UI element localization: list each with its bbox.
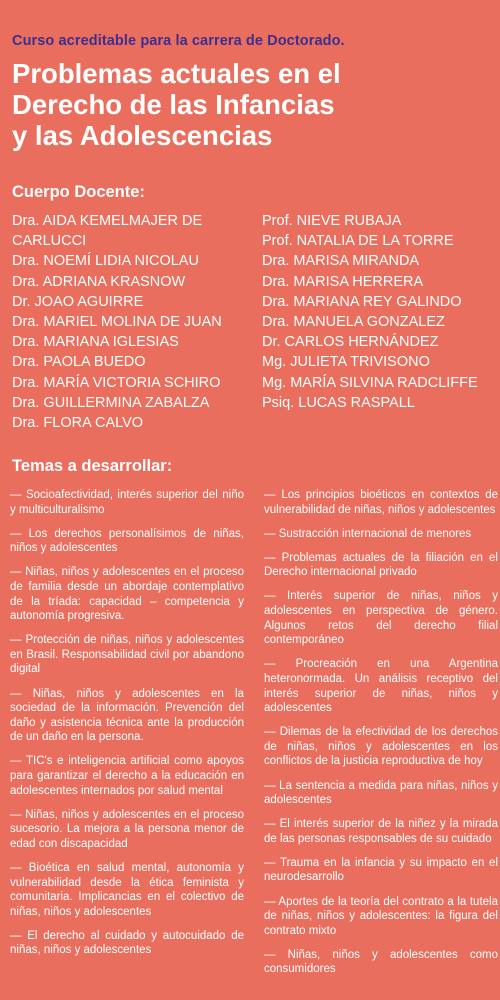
topics-heading: Temas a desarrollar:	[12, 457, 173, 475]
faculty-member: Dr. JOAO AGUIRRE	[12, 293, 144, 310]
faculty-member: Mg. JULIETA TRIVISONO	[262, 354, 430, 371]
topic-item: — El derecho al cuidado y autocuidado de niñas, niños y adolescentes	[10, 929, 244, 957]
faculty-list-right	[262, 211, 497, 413]
topic-item: — Problemas actuales de la filiación en el Derecho internacional privado	[264, 551, 498, 579]
faculty-member: Dra. MARISA MIRANDA	[262, 253, 420, 270]
topic-item: — Bioética en salud mental, autonomía y vulnerabilidad desde la ética feminista y comunitaria. Implicancias en el colectivo de niñas, niños y adolescentes	[10, 861, 244, 918]
topic-item: — Socioafectividad, interés superior del niño y multiculturalismo	[10, 489, 244, 516]
course-title	[12, 58, 482, 151]
faculty-member: Dra. MANUELA GONZALEZ	[262, 314, 445, 331]
topic-item: — El interés superior de la niñez y la mirada de las personas responsables de su cuidado	[264, 818, 498, 845]
topic-item: — Sustracción internacional de menores	[264, 527, 472, 540]
faculty-member: Dra. FLORA CALVO	[12, 415, 144, 432]
topic-item: — Los principios bioéticos en contextos de vulnerabilidad de niñas, niños y adolescentes	[264, 489, 498, 516]
topic-item: — Procreación en una Argentina heteronormada. Un análisis receptivo del interés superior de niñas, niños y adolescentes	[264, 658, 498, 715]
topic-item: — Interés superior de niñas, niños y adolescentes en perspectiva de género. Algunos retos del derecho filial contemporáneo	[264, 590, 498, 647]
topic-item: — Niñas, niños y adolescentes como consumidores	[264, 948, 498, 976]
topic-item: — Protección de niñas, niños y adolescentes en Brasil. Responsabilidad civil por abandono digital	[10, 634, 244, 676]
faculty-list-left	[12, 211, 247, 433]
faculty-member: Dra. PAOLA BUEDO	[12, 354, 146, 371]
faculty-member: Dra. ADRIANA KRASNOW	[12, 273, 186, 290]
faculty-member: Prof. NATALIA DE LA TORRE	[262, 233, 454, 250]
topic-item: — Aportes de la teoría del contrato a la tutela de niñas, niños y adolescentes: la figura del contrato mixto	[264, 895, 498, 937]
topic-item: — Los derechos personalísimos de niñas, niños y adolescentes	[10, 527, 244, 555]
faculty-member: Dra. MARIANA IGLESIAS	[12, 334, 179, 351]
topic-item: — Trauma en la infancia y su impacto en el neurodesarrollo	[264, 856, 498, 884]
topics-list-left	[10, 488, 244, 968]
faculty-member: Dr. CARLOS HERNÁNDEZ	[262, 334, 439, 351]
faculty-member: Dra. MARÍA VICTORIA SCHIRO	[12, 374, 221, 391]
topic-item: — La sentencia a medida para niñas, niños y adolescentes	[264, 779, 498, 807]
title-line: y las Adolescencias	[12, 120, 273, 151]
faculty-member: Psiq. LUCAS RASPALL	[262, 394, 415, 411]
course-kicker: Curso acreditable para la carrera de Doctorado.	[12, 33, 345, 49]
topic-item: — Niñas, niños y adolescentes en el proceso de familia desde un abordaje contemplativo de la tríada: capacidad – competencia y autonomía progresiva.	[10, 566, 244, 623]
topic-item: — Niñas, niños y adolescentes en el proceso sucesorio. La mejora a la persona menor de edad con discapacidad	[10, 808, 244, 850]
faculty-member: Dra. GUILLERMINA ZABALZA	[12, 394, 210, 411]
faculty-member: Mg. MARÍA SILVINA RADCLIFFE	[262, 374, 478, 391]
topic-item: — Dilemas de la efectividad de los derechos de niñas, niños y adolescentes en los conflictos de la justicia reproductiva de hoy	[264, 726, 498, 768]
faculty-member: Dra. MARIANA REY GALINDO	[262, 293, 462, 310]
topic-item: — TIC's e inteligencia artificial como apoyos para garantizar el derecho a la educación en adolescentes internados por salud mental	[10, 755, 244, 797]
topics-list-right	[264, 488, 498, 987]
faculty-member: Dra. AIDA KEMELMAJER DE CARLUCCI	[12, 213, 203, 250]
faculty-member: Dra. MARIEL MOLINA DE JUAN	[12, 314, 222, 331]
title-line: Problemas actuales en el	[12, 58, 341, 89]
title-line: Derecho de las Infancias	[12, 89, 335, 120]
faculty-member: Prof. NIEVE RUBAJA	[262, 213, 402, 229]
faculty-member: Dra. NOEMÍ LIDIA NICOLAU	[12, 253, 199, 270]
topic-item: — Niñas, niños y adolescentes en la sociedad de la información. Prevención del daño y asistencia técnica ante la producción de un daño en la persona.	[10, 687, 244, 744]
faculty-member: Dra. MARISA HERRERA	[262, 273, 424, 290]
faculty-heading: Cuerpo Docente:	[12, 183, 145, 201]
